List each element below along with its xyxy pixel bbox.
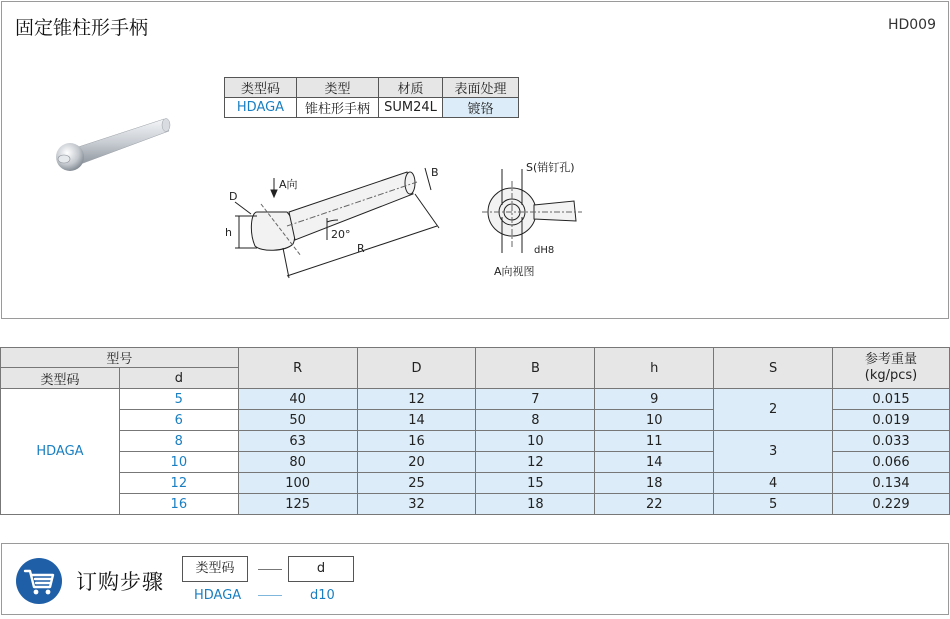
cell-d: 5 <box>119 389 238 410</box>
order-panel <box>1 543 949 615</box>
product-panel <box>1 1 949 319</box>
header-model: 型号 <box>1 348 239 368</box>
cell-h: 11 <box>595 431 714 452</box>
cell-h: 9 <box>595 389 714 410</box>
header-h: h <box>595 348 714 389</box>
dim-h-label: h <box>225 226 232 239</box>
cell-r: 80 <box>238 452 357 473</box>
header-weight-line2: (kg/pcs) <box>864 368 918 383</box>
spec-header-type: 类型 <box>297 78 379 98</box>
type-code-cell: HDAGA <box>1 389 120 515</box>
cell-r: 40 <box>238 389 357 410</box>
cell-weight: 0.033 <box>833 431 950 452</box>
cell-s: 2 <box>714 389 833 431</box>
cell-d: 6 <box>119 410 238 431</box>
cell-d: 8 <box>119 431 238 452</box>
cell-d: 10 <box>119 452 238 473</box>
cell-D: 14 <box>357 410 476 431</box>
spec-table <box>224 77 519 118</box>
order-box-type-code: 类型码 <box>182 556 248 582</box>
a-view-drawing <box>482 157 612 282</box>
spec-header-material: 材质 <box>379 78 443 98</box>
cell-b: 15 <box>476 473 595 494</box>
header-s: S <box>714 348 833 389</box>
cell-weight: 0.019 <box>833 410 950 431</box>
order-title: 订购步骤 <box>76 570 164 594</box>
cell-h: 22 <box>595 494 714 515</box>
s-hole-label: S(销钉孔) <box>526 161 575 174</box>
cell-s: 5 <box>714 494 833 515</box>
table-row <box>1 431 950 452</box>
cell-D: 16 <box>357 431 476 452</box>
a-view-title: A向视图 <box>494 265 535 278</box>
table-row <box>1 494 950 515</box>
header-type-code: 类型码 <box>1 368 120 389</box>
dim-d-label: D <box>229 190 238 203</box>
dim-r-label: R <box>357 242 365 255</box>
cell-weight: 0.066 <box>833 452 950 473</box>
cell-d: 16 <box>119 494 238 515</box>
order-separator <box>258 569 282 570</box>
cell-D: 32 <box>357 494 476 515</box>
cell-r: 100 <box>238 473 357 494</box>
header-d: d <box>119 368 238 389</box>
order-box-d: d <box>288 556 354 582</box>
header-weight <box>833 348 950 389</box>
cell-r: 50 <box>238 410 357 431</box>
cell-h: 18 <box>595 473 714 494</box>
spec-header-type-code: 类型码 <box>225 78 297 98</box>
header-D: D <box>357 348 476 389</box>
cell-b: 8 <box>476 410 595 431</box>
cell-d: 12 <box>119 473 238 494</box>
table-row <box>1 389 950 410</box>
cell-D: 20 <box>357 452 476 473</box>
order-example-separator <box>258 595 282 596</box>
header-r: R <box>238 348 357 389</box>
spec-header-surface: 表面处理 <box>443 78 519 98</box>
spec-surface: 镀铬 <box>443 98 519 118</box>
cell-b: 10 <box>476 431 595 452</box>
spec-type: 锥柱形手柄 <box>297 98 379 118</box>
cell-s: 4 <box>714 473 833 494</box>
angle-label: 20° <box>331 228 351 241</box>
spec-type-code: HDAGA <box>225 98 297 118</box>
spec-material: SUM24L <box>379 98 443 118</box>
cell-r: 63 <box>238 431 357 452</box>
side-view-drawing <box>217 160 457 285</box>
cell-r: 125 <box>238 494 357 515</box>
cell-D: 12 <box>357 389 476 410</box>
cell-s: 3 <box>714 431 833 473</box>
cart-icon <box>16 558 62 604</box>
dimension-table <box>0 347 950 515</box>
cell-weight: 0.229 <box>833 494 950 515</box>
order-example-d: d10 <box>310 588 335 603</box>
cell-weight: 0.015 <box>833 389 950 410</box>
cell-b: 7 <box>476 389 595 410</box>
dh8-label: dH8 <box>534 245 555 256</box>
cell-h: 10 <box>595 410 714 431</box>
dim-b-label: B <box>431 166 439 179</box>
cell-weight: 0.134 <box>833 473 950 494</box>
product-code: HD009 <box>887 17 936 33</box>
product-photo <box>42 107 182 187</box>
order-example-type-code: HDAGA <box>194 588 242 603</box>
table-row <box>1 473 950 494</box>
header-weight-line1: 参考重量 <box>865 352 918 367</box>
header-b: B <box>476 348 595 389</box>
view-a-label: A向 <box>279 178 298 191</box>
cell-b: 12 <box>476 452 595 473</box>
cell-b: 18 <box>476 494 595 515</box>
cell-h: 14 <box>595 452 714 473</box>
page-title: 固定锥柱形手柄 <box>15 17 149 39</box>
cell-D: 25 <box>357 473 476 494</box>
